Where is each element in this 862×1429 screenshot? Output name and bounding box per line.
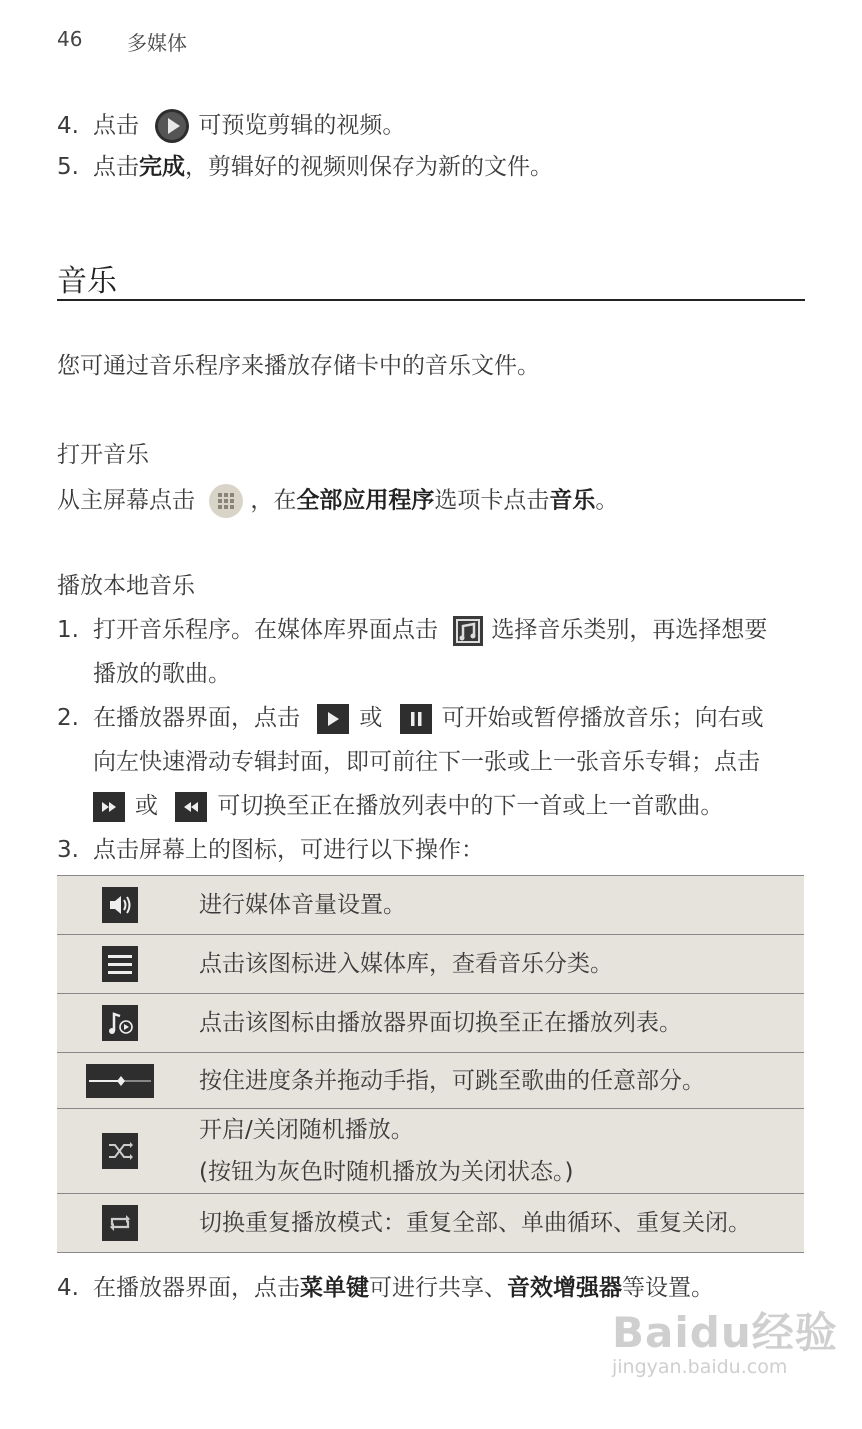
table-cell-text: 点击该图标由播放器界面切换至正在播放列表。	[183, 994, 804, 1053]
table-row	[57, 994, 804, 1053]
table-cell-text: 按住进度条并拖动手指，可跳至歌曲的任意部分。	[183, 1053, 804, 1109]
shuffle-icon	[102, 1133, 138, 1169]
volume-icon	[102, 887, 138, 923]
music-category-icon	[453, 616, 483, 646]
table-cell-text: 点击该图标进入媒体库，查看音乐分类。	[183, 935, 804, 994]
repeat-icon	[102, 1205, 138, 1241]
chapter-title: 多媒体	[127, 31, 187, 55]
previous-track-icon	[175, 792, 207, 822]
next-track-icon	[93, 792, 125, 822]
menu-icon	[102, 946, 138, 982]
play-step-2-cont2: 或 可切换至正在播放列表中的下一首或上一首歌曲。	[93, 791, 723, 822]
play-step-2-cont: 向左快速滑动专辑封面，即可前往下一张或上一张音乐专辑；点击	[93, 749, 760, 775]
play-icon	[317, 704, 349, 734]
baidu-watermark: Baidu经验 jingyan.baidu.com	[612, 1308, 838, 1378]
play-step-3: 3. 点击屏幕上的图标，可进行以下操作：	[57, 837, 484, 863]
preview-play-icon	[154, 108, 190, 144]
progress-bar-icon	[86, 1064, 154, 1098]
operations-table	[57, 875, 804, 1253]
table-row	[57, 1053, 804, 1109]
step-preview: 4. 点击 可预览剪辑的视频。	[57, 108, 405, 144]
table-cell-text: 开启/关闭随机播放。 (按钮为灰色时随机播放为关闭状态。)	[183, 1109, 804, 1194]
open-music-instruction: 从主屏幕点击 ，在全部应用程序选项卡点击音乐。	[57, 483, 618, 519]
play-step-1: 1. 打开音乐程序。在媒体库界面点击 选择音乐类别，再选择想要	[57, 615, 767, 646]
table-row	[57, 1109, 804, 1194]
step-save: 5. 点击完成，剪辑好的视频则保存为新的文件。	[57, 154, 553, 180]
table-row	[57, 1194, 804, 1253]
page-number: 46	[57, 27, 83, 51]
apps-grid-icon	[208, 483, 244, 519]
open-music-heading: 打开音乐	[57, 442, 149, 468]
section-divider	[57, 299, 805, 301]
play-local-heading: 播放本地音乐	[57, 573, 195, 599]
table-cell-text: 进行媒体音量设置。	[183, 876, 804, 935]
play-step-2: 2. 在播放器界面，点击 或 可开始或暂停播放音乐；向右或	[57, 703, 764, 734]
table-row	[57, 876, 804, 935]
pause-icon	[400, 704, 432, 734]
section-intro: 您可通过音乐程序来播放存储卡中的音乐文件。	[57, 353, 540, 379]
now-playing-icon	[102, 1005, 138, 1041]
section-title: 音乐	[57, 264, 117, 299]
play-step-1-cont: 播放的歌曲。	[93, 661, 231, 687]
table-row	[57, 935, 804, 994]
table-cell-text: 切换重复播放模式：重复全部、单曲循环、重复关闭。	[183, 1194, 804, 1253]
play-step-4: 4. 在播放器界面，点击菜单键可进行共享、音效增强器等设置。	[57, 1275, 714, 1301]
